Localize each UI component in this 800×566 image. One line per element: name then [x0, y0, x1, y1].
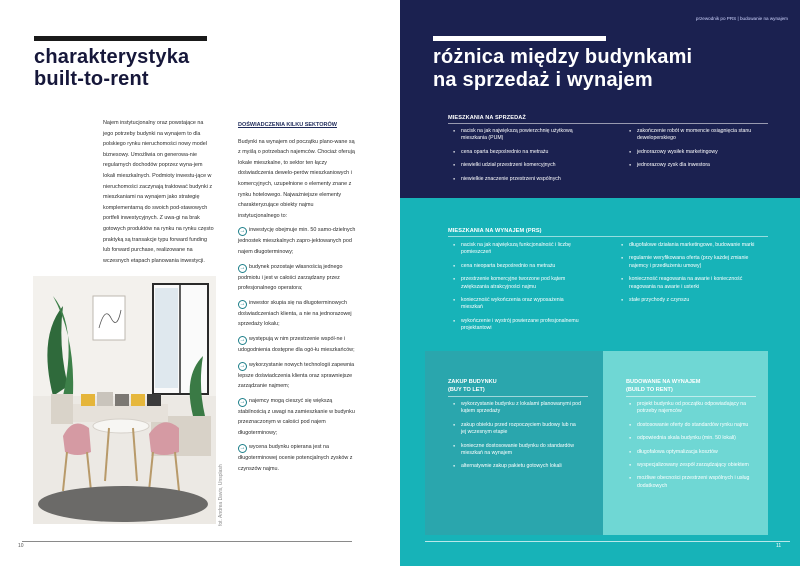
list-item: ● wykończenie i wystrój powierzane profesjonalnemu projektantowi: [452, 318, 582, 333]
list-item: ● stałe przychody z czynszu: [620, 297, 760, 304]
list-item: ● zakup obiektu przed rozpoczęciem budowy lub na jej wczesnym etapie: [452, 422, 582, 437]
list-item: ● konieczne dostosowanie budynku do standardów mieszkań na wynajem: [452, 443, 582, 458]
interior-photo-illustration: [33, 276, 216, 524]
sale-list-b: [628, 128, 758, 176]
arrow-right-icon: →: [239, 300, 246, 307]
page-number: 11: [776, 543, 782, 549]
list-item: ● cena nieoparta bezpośrednio na metrażu: [452, 263, 582, 270]
photo-credit: fot. Andrea Davis, Unsplash: [218, 464, 224, 526]
right-page-title: różnica między budynkami na sprzedaż i wynajem: [433, 46, 693, 91]
footer-rule: [425, 541, 790, 542]
list-item: ● jednorazowy wysiłek marketingowy: [628, 149, 758, 156]
intro-paragraph: Najem instytucjonalny oraz powstające na jego potrzeby budynki na wynajem to dla polskiego rynku nieruchomości nowy model biznesowy. Umożliwia on generowa-nie regularnych dochodów poprzez wyna-jem lokali mieszkalnych. Podmioty inwestu-jące w nieruchomości zaczynają traktować budynki z mieszkaniami na wynajem jako strategię komplementarną do swoich pod-stawowych portfeli inwestycyjnych. Z uwa-gi na brak gotowych produktów na rynku na rynku często praktyką są transakcje typu forward funding lub forward purchase, realizowane na wczesnych etapach planowania inwestycji.: [103, 120, 214, 264]
list-item: ● konieczność wykończenia oraz wyposażenia mieszkań: [452, 297, 582, 312]
list-item: ● odpowiednia skala budynku (min. 50 lokali): [628, 435, 758, 442]
footer-rule: [22, 541, 352, 542]
list-item: ● długofalowe działania marketingowe, budowanie marki: [620, 242, 760, 249]
title-rule: [34, 36, 207, 41]
page-number: 10: [18, 543, 24, 549]
list-item: ● dostosowanie oferty do standardów rynku najmu: [628, 422, 758, 429]
list-item: ● wyspecjalizowany zespół zarządzający obiektem: [628, 462, 758, 469]
list-item: ● nacisk na jak największą powierzchnię użytkową mieszkania (PUM): [452, 128, 580, 143]
list-item: ● możliwe obecności przestrzeni wspólnych i usług dodatkowych: [628, 475, 758, 490]
sale-section-rule: [448, 123, 768, 124]
rent-section-title: MIESZKANIA NA WYNAJEM (PRS): [448, 228, 542, 234]
list-item: ● zakończenie robót w momencie osiągnięcia stanu deweloperskiego: [628, 128, 758, 143]
sectors-intro: Budynki na wynajem od początku plano-wane są z myślą o potrzebach najemców. Chociaż oferują lokale mieszkalne, to sektor ten łączy doświadczenia dewelo-perów mieszkaniowych i komercyjnych, uzupełnione o elementy znane z rynku hotelowego. Najważniejsze elementy charakteryzujące obiekty najmu instytucjonalnego to:: [238, 138, 355, 219]
arrow-right-icon: →: [239, 228, 246, 235]
arrow-right-icon: →: [239, 264, 246, 271]
list-item: ● projekt budynku od początku odpowiadający na potrzeby najemców: [628, 401, 758, 416]
right-page: [400, 0, 800, 566]
list-item: ● nacisk na jak największą funkcjonalność i liczbę pomieszczeń: [452, 242, 582, 257]
rent-section-rule: [448, 236, 768, 237]
list-item: ● długofalowa optymalizacja kosztów: [628, 449, 758, 456]
buy-to-let-rule: [448, 396, 588, 397]
rent-list-b: [620, 242, 760, 310]
left-page-title: charakterystyka built-to-rent: [34, 46, 190, 90]
list-item: ● przestrzenie komercyjne tworzone pod kątem zwiększania atrakcyjności najmu: [452, 276, 582, 291]
sectors-heading: DOŚWIADCZENIA KILKU SEKTORÓW: [238, 122, 337, 128]
arrow-right-icon: →: [239, 445, 246, 452]
build-to-rent-rule: [626, 396, 756, 397]
list-item: ● niewielkie znaczenie przestrzeni wspólnych: [452, 176, 580, 183]
running-head: przewodnik po PRS | budowanie na wynajem: [695, 16, 788, 21]
sale-list-a: [452, 128, 580, 189]
feature-item: → najemcy mogą cieszyć się większą stabilnością z uwagi na zamieszkanie w budynku przeznaczonym w całości pod najem długoterminowy;: [238, 397, 355, 436]
list-item: ● konieczność reagowania na awarie i konieczność reagowania na awarie i usterki: [620, 276, 760, 291]
list-item: ● regularnie weryfikowana oferta (przy każdej zmianie najemcy i przedłużeniu umowy): [620, 255, 760, 270]
feature-item: → wycena budynku opierana jest na długoterminowej ocenie potencjalnych zysków z czynszów najmu.: [238, 444, 353, 473]
arrow-right-icon: →: [239, 398, 246, 405]
feature-item: → budynek pozostaje własnością jednego podmiotu i jest w całości zarządzany przez profesjonalnego operatora;: [238, 263, 343, 292]
list-item: ● alternatywnie zakup pakietu gotowych lokali: [452, 463, 582, 470]
list-item: ● niewielki udział przestrzeni komercyjnych: [452, 162, 580, 169]
list-item: ● jednorazowy zysk dla inwestora: [628, 162, 758, 169]
buy-to-let-title: ZAKUP BUDYNKU (BUY TO LET): [448, 379, 497, 393]
build-to-rent-title: BUDOWANIE NA WYNAJEM (BUILD TO RENT): [626, 379, 701, 393]
feature-item: → wykorzystanie nowych technologii zapewnia lepsze doświadczenia klienta oraz sprawniejsze zarządzanie najmem;: [238, 361, 355, 390]
feature-item: → inwestor skupia się na długoterminowych doświadczeniach klienta, a nie na jednorazowej sprzedaży lokalu;: [238, 299, 352, 328]
title-rule: [433, 36, 606, 41]
list-item: ● wykorzystanie budynku z lokalami planowanymi pod kątem sprzedaży: [452, 401, 582, 416]
sale-section-title: MIESZKANIA NA SPRZEDAŻ: [448, 115, 526, 121]
list-item: ● cena oparta bezpośrednio na metrażu: [452, 149, 580, 156]
buy-to-let-list: [452, 401, 582, 477]
arrow-right-icon: →: [239, 362, 246, 369]
build-to-rent-list: [628, 401, 758, 496]
rent-list-a: [452, 242, 582, 339]
feature-item: → inwestycję obejmuje min. 50 samo-dzielnych jednostek mieszkalnych zapro-jektowanych pod najem długoterminowy;: [238, 227, 356, 255]
feature-item: → występują w nim przestrzenie wspól-ne i udogodnienia dostępne dla ogó-łu mieszkańców;: [238, 335, 355, 353]
sectors-column: [238, 120, 356, 479]
interior-photo: [33, 276, 216, 524]
arrow-right-icon: →: [239, 336, 246, 343]
